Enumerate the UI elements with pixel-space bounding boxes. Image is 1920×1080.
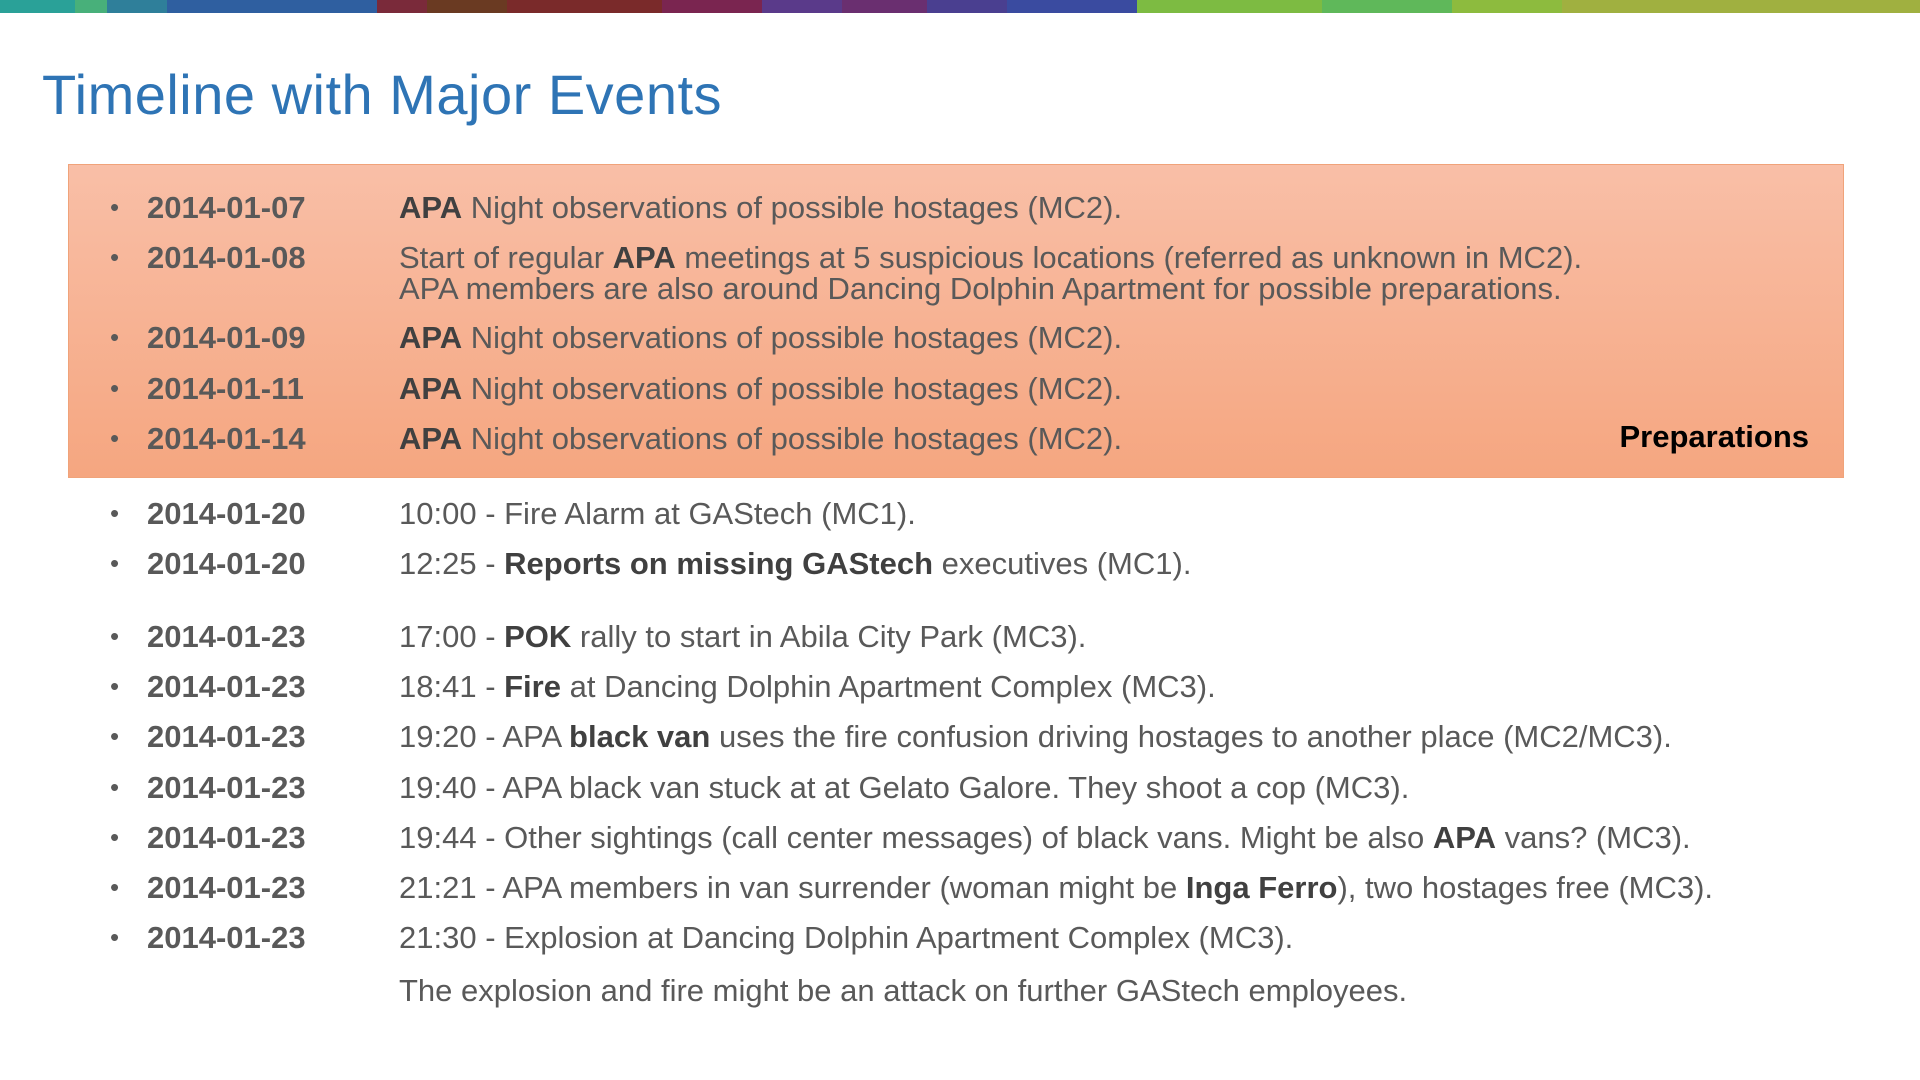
color-bar-segment <box>107 0 167 13</box>
event-date: 2014-01-14 <box>147 421 306 456</box>
event-description <box>399 772 1409 803</box>
top-color-bar <box>0 0 1920 13</box>
event-text: 18:41 - <box>399 669 505 704</box>
event-date: 2014-01-23 <box>147 870 306 905</box>
color-bar-segment <box>0 0 75 13</box>
event-description <box>399 423 1122 454</box>
event-text: Night observations of possible hostages (MC2). <box>462 421 1123 456</box>
event-description <box>399 822 1691 853</box>
slide-title: Timeline with Major Events <box>42 63 723 126</box>
color-bar-segment <box>75 0 107 13</box>
event-description <box>399 671 1216 702</box>
event-date: 2014-01-20 <box>147 496 306 531</box>
color-bar-segment <box>427 0 507 13</box>
event-highlight: APA <box>612 240 676 275</box>
event-description <box>399 373 1122 404</box>
color-bar-segment <box>1452 0 1562 13</box>
event-highlight: APA <box>399 320 463 355</box>
event-date: 2014-01-23 <box>147 669 306 704</box>
bullet-icon: • <box>110 373 120 403</box>
event-description <box>399 242 1582 304</box>
color-bar-segment <box>662 0 762 13</box>
event-highlight: Fire <box>504 669 561 704</box>
event-text: Start of regular <box>399 240 613 275</box>
event-description <box>399 322 1122 353</box>
event-description <box>399 498 916 529</box>
color-bar-segment <box>927 0 1007 13</box>
bullet-icon: • <box>110 822 120 852</box>
bullet-icon: • <box>110 772 120 802</box>
bullet-icon: • <box>110 322 120 352</box>
color-bar-segment <box>842 0 927 13</box>
event-date: 2014-01-23 <box>147 920 306 955</box>
color-bar-segment <box>1137 0 1322 13</box>
event-text: executives (MC1). <box>933 546 1192 581</box>
color-bar-segment <box>377 0 427 13</box>
event-date: 2014-01-20 <box>147 546 306 581</box>
event-text: 17:00 - <box>399 619 505 654</box>
color-bar-segment <box>1562 0 1920 13</box>
event-text: Night observations of possible hostages (MC2). <box>462 371 1123 406</box>
event-description <box>399 621 1086 652</box>
event-text: 19:40 - APA black van stuck at at Gelato Galore. They shoot a cop (MC3). <box>399 770 1410 805</box>
bullet-icon: • <box>110 671 120 701</box>
event-text-continued: APA members are also around Dancing Dolphin Apartment for possible preparations. <box>399 271 1562 306</box>
bullet-icon: • <box>110 721 120 751</box>
bullet-icon: • <box>110 872 120 902</box>
event-text: 12:25 - <box>399 546 505 581</box>
color-bar-segment <box>1322 0 1452 13</box>
event-date: 2014-01-07 <box>147 190 306 225</box>
bullet-icon: • <box>110 548 120 578</box>
bullet-icon: • <box>110 423 120 453</box>
event-text: 10:00 - Fire Alarm at GAStech (MC1). <box>399 496 916 531</box>
event-text: meetings at 5 suspicious locations (referred as unknown in MC2). <box>675 240 1583 275</box>
event-text: 21:21 - APA members in van surrender (woman might be <box>399 870 1186 905</box>
event-description <box>399 548 1191 579</box>
event-highlight: APA <box>399 421 463 456</box>
event-date: 2014-01-23 <box>147 619 306 654</box>
preparations-label: Preparations <box>1619 419 1809 454</box>
event-text: ), two hostages free (MC3). <box>1337 870 1714 905</box>
color-bar-segment <box>167 0 377 13</box>
event-highlight: APA <box>399 371 463 406</box>
event-date: 2014-01-23 <box>147 820 306 855</box>
event-description <box>399 872 1713 903</box>
event-date: 2014-01-09 <box>147 320 306 355</box>
event-date: 2014-01-23 <box>147 770 306 805</box>
event-text: Night observations of possible hostages (MC2). <box>462 320 1123 355</box>
color-bar-segment <box>1007 0 1137 13</box>
event-highlight: Inga Ferro <box>1185 870 1338 905</box>
event-description <box>399 721 1672 752</box>
color-bar-segment <box>762 0 842 13</box>
event-highlight: POK <box>504 619 572 654</box>
bullet-icon: • <box>110 621 120 651</box>
event-highlight: APA <box>399 190 463 225</box>
event-text: rally to start in Abila City Park (MC3). <box>571 619 1087 654</box>
event-text: uses the fire confusion driving hostages to another place (MC2/MC3). <box>710 719 1672 754</box>
event-text: 19:20 - APA <box>399 719 570 754</box>
bullet-icon: • <box>110 242 120 272</box>
closing-note: The explosion and fire might be an attack on further GAStech employees. <box>399 973 1408 1008</box>
bullet-icon: • <box>110 192 120 222</box>
event-description <box>399 192 1122 223</box>
event-date: 2014-01-08 <box>147 240 306 275</box>
event-text: at Dancing Dolphin Apartment Complex (MC3). <box>560 669 1216 704</box>
event-description <box>399 922 1293 953</box>
color-bar-segment <box>507 0 662 13</box>
event-highlight: Reports on missing GAStech <box>504 546 934 581</box>
bullet-icon: • <box>110 922 120 952</box>
event-text: vans? (MC3). <box>1495 820 1691 855</box>
event-text: 21:30 - Explosion at Dancing Dolphin Apartment Complex (MC3). <box>399 920 1294 955</box>
event-text: Night observations of possible hostages (MC2). <box>462 190 1123 225</box>
event-highlight: APA <box>1432 820 1496 855</box>
event-date: 2014-01-23 <box>147 719 306 754</box>
bullet-icon: • <box>110 498 120 528</box>
event-text: 19:44 - Other sightings (call center messages) of black vans. Might be also <box>399 820 1433 855</box>
event-highlight: black van <box>569 719 711 754</box>
event-date: 2014-01-11 <box>147 371 304 406</box>
